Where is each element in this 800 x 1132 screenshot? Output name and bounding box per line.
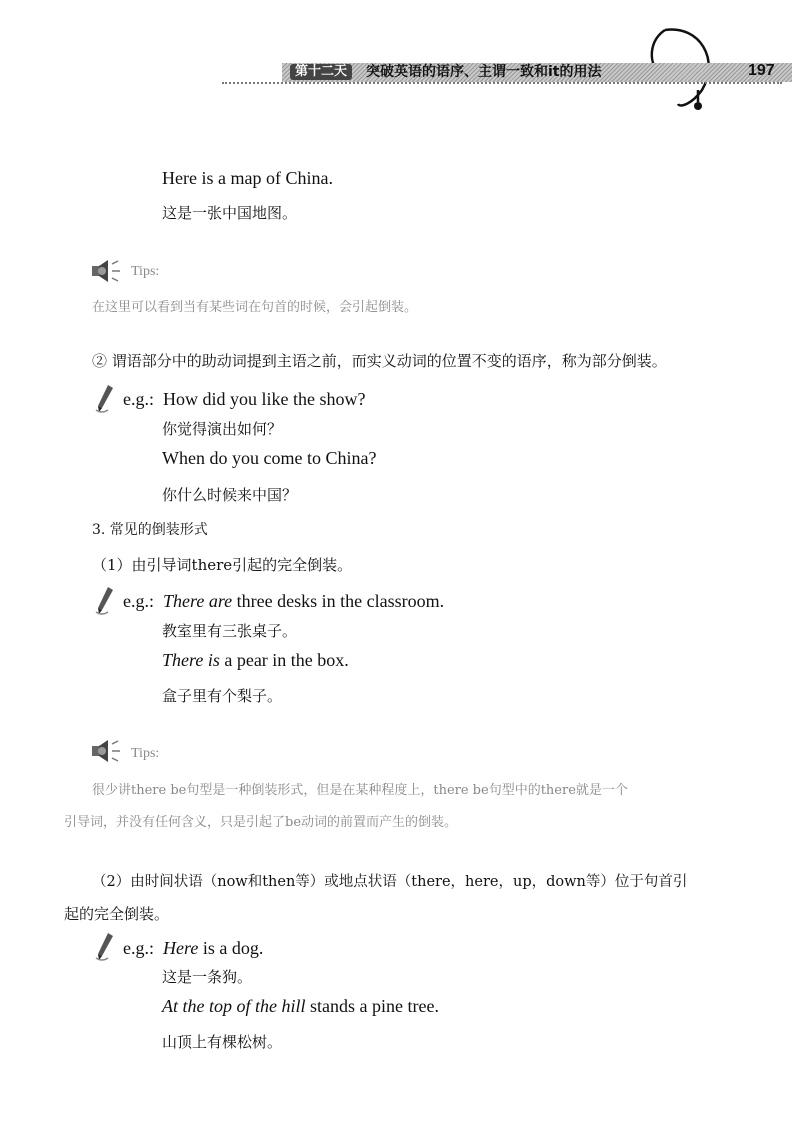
pencil-icon (94, 932, 116, 962)
header-dotted-rule (222, 82, 782, 84)
subsection-there: （1）由引导词there引起的完全倒装。 (92, 556, 353, 574)
eg-marker: e.g.: (123, 591, 154, 611)
eg-english: How did you like the show? (163, 389, 366, 409)
rule-partial-inversion: ② 谓语部分中的助动词提到主语之前，而实义动词的位置不变的语序，称为部分倒装。 (92, 352, 667, 370)
tips-text-line2: 引导词，并没有任何含义，只是引起了be动词的前置而产生的倒装。 (64, 815, 458, 830)
subsection-adverb-line1: （2）由时间状语（now和then等）或地点状语（there，here，up，down等）位于句首引 (92, 874, 688, 890)
eg-marker: e.g.: (123, 938, 154, 958)
tips-label: Tips: (131, 746, 160, 761)
speaker-icon (90, 738, 124, 764)
eg-english-line (162, 996, 439, 1017)
page-number: 197 (748, 62, 775, 79)
eg-english-line (163, 591, 444, 612)
eg-english: When do you come to China? (162, 448, 377, 468)
eg-english-line (162, 650, 349, 671)
eg-english-rest: is a dog. (198, 938, 264, 958)
eg-marker: e.g.: (123, 389, 154, 409)
eg-english-italic: There is (162, 650, 220, 670)
example-chinese: 这是一张中国地图。 (162, 204, 298, 222)
speaker-icon (90, 258, 124, 284)
tips-label: Tips: (131, 264, 160, 279)
example-english: Here is a map of China. (162, 168, 333, 188)
eg-chinese: 教室里有三张桌子。 (162, 622, 298, 640)
eg-english-rest: three desks in the classroom. (232, 591, 445, 611)
eg-english-rest: stands a pine tree. (305, 996, 439, 1016)
chapter-badge: 第十二天 (290, 64, 352, 80)
eg-chinese: 你觉得演出如何？ (162, 420, 283, 438)
pencil-icon (94, 586, 116, 616)
subsection-adverb-line2: 起的完全倒装。 (64, 905, 170, 923)
eg-english-line (163, 938, 263, 959)
eg-chinese: 你什么时候来中国？ (162, 486, 298, 504)
eg-chinese: 山顶上有棵松树。 (162, 1033, 283, 1051)
section-heading: 3. 常见的倒装形式 (92, 522, 208, 538)
eg-chinese: 盒子里有个梨子。 (162, 687, 283, 705)
tips-text-line1: 很少讲there be句型是一种倒装形式，但是在某种程度上，there be句型中的there就是一个 (92, 783, 628, 798)
eg-english-rest: a pear in the box. (219, 650, 349, 670)
eg-chinese: 这是一条狗。 (162, 968, 253, 986)
eg-english-italic: At the top of the hill (162, 996, 306, 1016)
eg-english-italic: Here (163, 938, 199, 958)
eg-english-italic: There are (163, 591, 233, 611)
pencil-icon (94, 384, 116, 414)
tips-text: 在这里可以看到当有某些词在句首的时候，会引起倒装。 (92, 300, 418, 315)
chapter-title: 突破英语的语序、主谓一致和it的用法 (366, 64, 602, 80)
